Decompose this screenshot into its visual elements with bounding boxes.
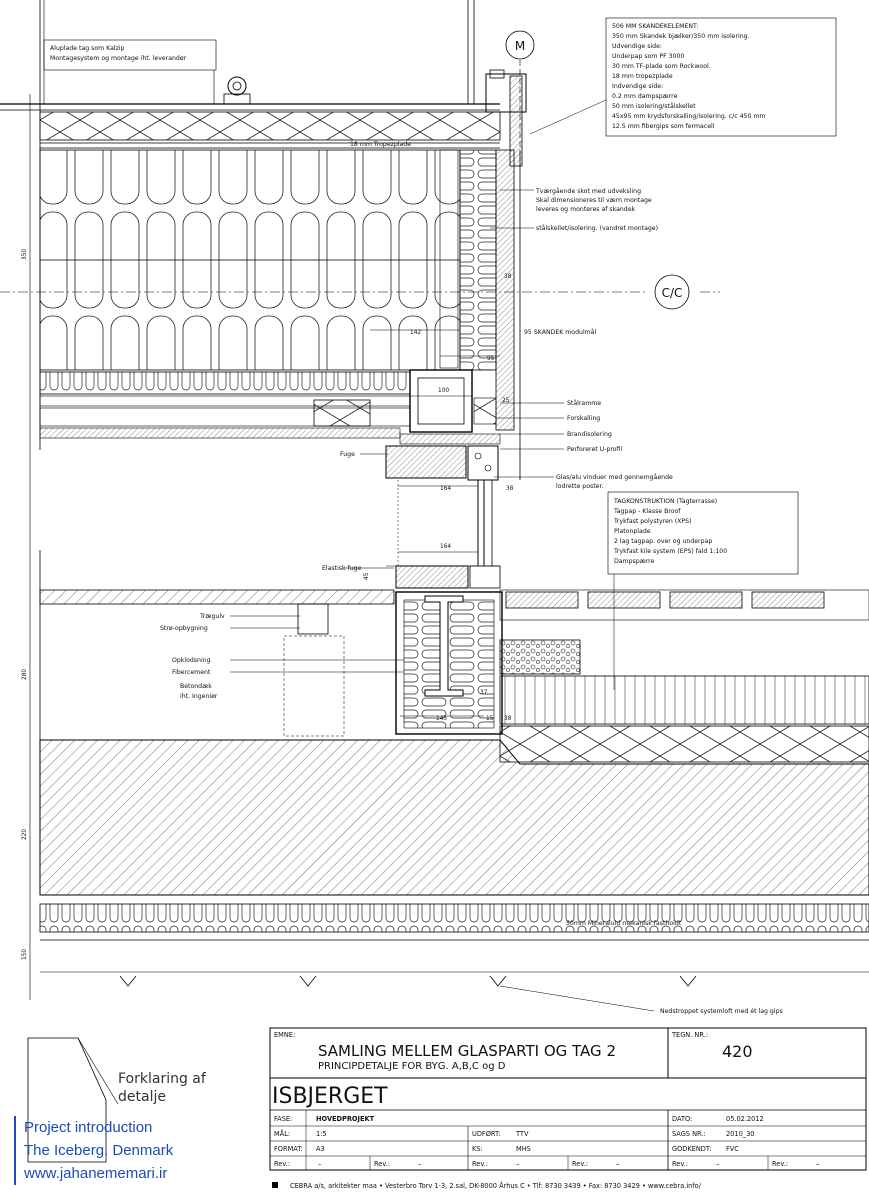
- wall-element-line4: Underpap som PF 3000: [612, 53, 685, 60]
- rev-label-3: Rev.:: [472, 1160, 489, 1168]
- wall-element-line5: 30 mm TF-plade som Rockwool.: [612, 63, 711, 70]
- wall-element-line7: Indvendige side:: [612, 83, 664, 90]
- stroe-label: Strø-opbygning: [160, 625, 208, 632]
- opklodsning-label: Opklodsning: [172, 657, 211, 664]
- drawing-subtitle: PRINCIPDETALJE FOR BYG. A,B,C og D: [318, 1061, 506, 1072]
- dim-220: 220: [22, 828, 28, 840]
- dim-38b: 38: [506, 486, 514, 492]
- rev-value-3: –: [516, 1160, 520, 1168]
- rev-label-2: Rev.:: [374, 1160, 391, 1168]
- dim-100: 100: [438, 388, 450, 394]
- fase-label: FASE:: [274, 1115, 293, 1123]
- fibercement-label: Fibercement: [172, 669, 211, 676]
- glas-line2: lodrette poster.: [556, 483, 604, 490]
- project-name: ISBJERGET: [272, 1084, 388, 1109]
- rev-label-1: Rev.:: [274, 1160, 291, 1168]
- maal-label: MÅL:: [274, 1130, 291, 1138]
- format-label: FORMAT:: [274, 1145, 303, 1153]
- betondaek-line2: iht. Ingeniør: [180, 693, 218, 700]
- roof-top-line1: Aluplade tag som Kalzip: [50, 45, 125, 52]
- dim-45: 45: [364, 572, 370, 580]
- concrete-slab: [40, 740, 869, 986]
- udfoert-value: TTV: [516, 1130, 529, 1138]
- ks-value: MHS: [516, 1145, 531, 1153]
- annotation-glas: [494, 472, 673, 490]
- tvaergaaende-line2: Skal dimensioneres til værn montage: [536, 197, 652, 204]
- tvaergaaende-line1: Tværgående skot med udveksling: [536, 188, 642, 195]
- ks-label: KS:: [472, 1145, 483, 1153]
- tag-line4: Platonplade: [614, 528, 651, 535]
- wall-element-line2: 350 mm Skandek bjælker/350 mm isolering.: [612, 33, 750, 40]
- brandisolering-label: Brandisolering: [567, 431, 612, 438]
- dim-37: 37: [480, 690, 488, 696]
- format-value: A3: [316, 1145, 325, 1153]
- annotation-wall-element: [530, 18, 836, 136]
- rev-label-5: Rev.:: [672, 1160, 689, 1168]
- traegulv-label: Trægulv: [200, 613, 225, 620]
- tag-line5: 2 lag tagpap. over og underpap: [614, 538, 713, 545]
- elastisk-fuge-label: Elastisk fuge: [322, 565, 362, 572]
- dim-280: 280: [22, 668, 28, 680]
- dim-145: 145: [436, 716, 448, 722]
- dim-164b: 164: [440, 544, 452, 550]
- perforeret-label: Perforeret U-profil: [567, 446, 623, 453]
- footer-bullet-square: [272, 1182, 278, 1188]
- wall-element-line10: 45x95 mm krydsforskalling/isolering. c/c 450 mm: [612, 113, 766, 120]
- wall-element-line11: 12.5 mm fibergips som fermacell: [612, 123, 715, 130]
- dim-150: 150: [22, 948, 28, 960]
- skandek-insulation: [40, 150, 460, 438]
- credit-box: [14, 1116, 173, 1185]
- betondaek-line1: Betondæk: [180, 683, 212, 690]
- forskalling-label: Forskalling: [567, 415, 601, 422]
- tag-line2: Tagpap - Klasse Broof: [614, 508, 681, 515]
- dim-15: 15: [486, 716, 494, 722]
- left-dimension-line: [22, 94, 30, 1000]
- mark-cc-text: C/C: [661, 286, 683, 300]
- emne-label: EMNE:: [274, 1031, 296, 1039]
- mark-circle-cc: [655, 275, 689, 309]
- tropezplade-label: 18 mm Tropezplade: [350, 141, 412, 148]
- glas-line1: Glas/alu vinduer med gennemgående: [556, 474, 673, 481]
- rev-value-1: –: [318, 1160, 322, 1168]
- dim-38a: 38: [504, 274, 512, 280]
- wall-element-line6: 18 mm tropezplade: [612, 73, 673, 80]
- credit-line-2: The Iceberg, Denmark: [24, 1142, 174, 1159]
- nedstroppet-label: Nedstroppet systemloft med ét lag gips: [660, 1008, 783, 1015]
- floor-and-beam: [40, 550, 869, 762]
- sagsnr-value: 2010_30: [726, 1130, 755, 1138]
- dim-95: 95: [487, 356, 495, 362]
- rev-value-6: –: [816, 1160, 820, 1168]
- udfoert-label: UDFØRT:: [472, 1130, 501, 1138]
- wall-element-line1: 506 MM SKANDEKELEMENT:: [612, 23, 699, 30]
- credit-line-3[interactable]: www.jahanememari.ir: [24, 1165, 168, 1182]
- mark-circle-m: [506, 31, 534, 59]
- dim-350: 350: [22, 248, 28, 260]
- tag-line3: Trykfast polystyren (XPS): [614, 518, 692, 525]
- wall-element-line9: 50 mm isolering/stålskellet: [612, 103, 696, 110]
- dim-164a: 164: [440, 486, 452, 492]
- sagsnr-label: SAGS NR.:: [672, 1130, 706, 1138]
- godkendt-label: GODKENDT:: [672, 1145, 712, 1153]
- tegn-value: 420: [722, 1042, 753, 1061]
- fuge-label: Fuge: [340, 451, 355, 458]
- staalramme-label: Stålramme: [567, 400, 602, 407]
- rev-value-4: –: [616, 1160, 620, 1168]
- rev-value-2: –: [418, 1160, 422, 1168]
- credit-line-1: Project introduction: [24, 1119, 153, 1136]
- dim-142: 142: [410, 330, 422, 336]
- rev-label-6: Rev.:: [772, 1160, 789, 1168]
- dim-38c: 38: [504, 716, 512, 722]
- roof-top-line2: Montagesystem og montage iht. leverandør: [50, 55, 187, 62]
- staalskellet-label: stålskellet/isolering. (vandret montage): [536, 225, 659, 232]
- godkendt-value: FVC: [726, 1145, 739, 1153]
- annotation-roof-top: [44, 40, 216, 104]
- mineraluld-label: 50mm Mineraluld mekanisk fastholdt: [566, 920, 682, 927]
- rev-label-4: Rev.:: [572, 1160, 589, 1168]
- wall-element-line3: Udvendige side:: [612, 43, 662, 50]
- tvaergaaende-line3: leveres og monteres af skandek: [536, 206, 636, 213]
- rev-value-5: –: [716, 1160, 720, 1168]
- annotation-tvaergaaende: [500, 186, 652, 213]
- fase-value: HOVEDPROJEKT: [316, 1115, 375, 1123]
- tag-line6: Trykfast kile system (EPS) fald 1:100: [614, 548, 728, 555]
- tag-line7: Dampspærre: [614, 558, 655, 565]
- maal-value: 1:5: [316, 1130, 327, 1138]
- dato-value: 05.02.2012: [726, 1115, 764, 1123]
- tag-line1: TAGKONSTRUKTION (Tagterrasse): [614, 498, 718, 505]
- dim-25: 25: [502, 398, 510, 404]
- annotation-tagkonstruktion: [608, 492, 798, 690]
- forklaring-line1: Forklaring af: [118, 1071, 206, 1087]
- wall-element-line8: 0.2 mm dampspærre: [612, 93, 678, 100]
- tegn-label: TEGN. NR.:: [672, 1031, 709, 1039]
- skandek-modul-label: 95 SKANDEK modulmål: [524, 329, 597, 336]
- drawing-title: SAMLING MELLEM GLASPARTI OG TAG 2: [318, 1042, 616, 1060]
- mark-m-text: M: [514, 39, 526, 53]
- footer-text: CEBRA a/s, arkitekter maa • Vesterbro Torv 1-3, 2.sal, DK-8000 Århus C • Tlf: 8730 3439 • Fax: 8730 3429 • www.cebra.info/: [290, 1182, 701, 1190]
- forklaring-line2: detalje: [118, 1089, 166, 1105]
- dato-label: DATO:: [672, 1115, 693, 1123]
